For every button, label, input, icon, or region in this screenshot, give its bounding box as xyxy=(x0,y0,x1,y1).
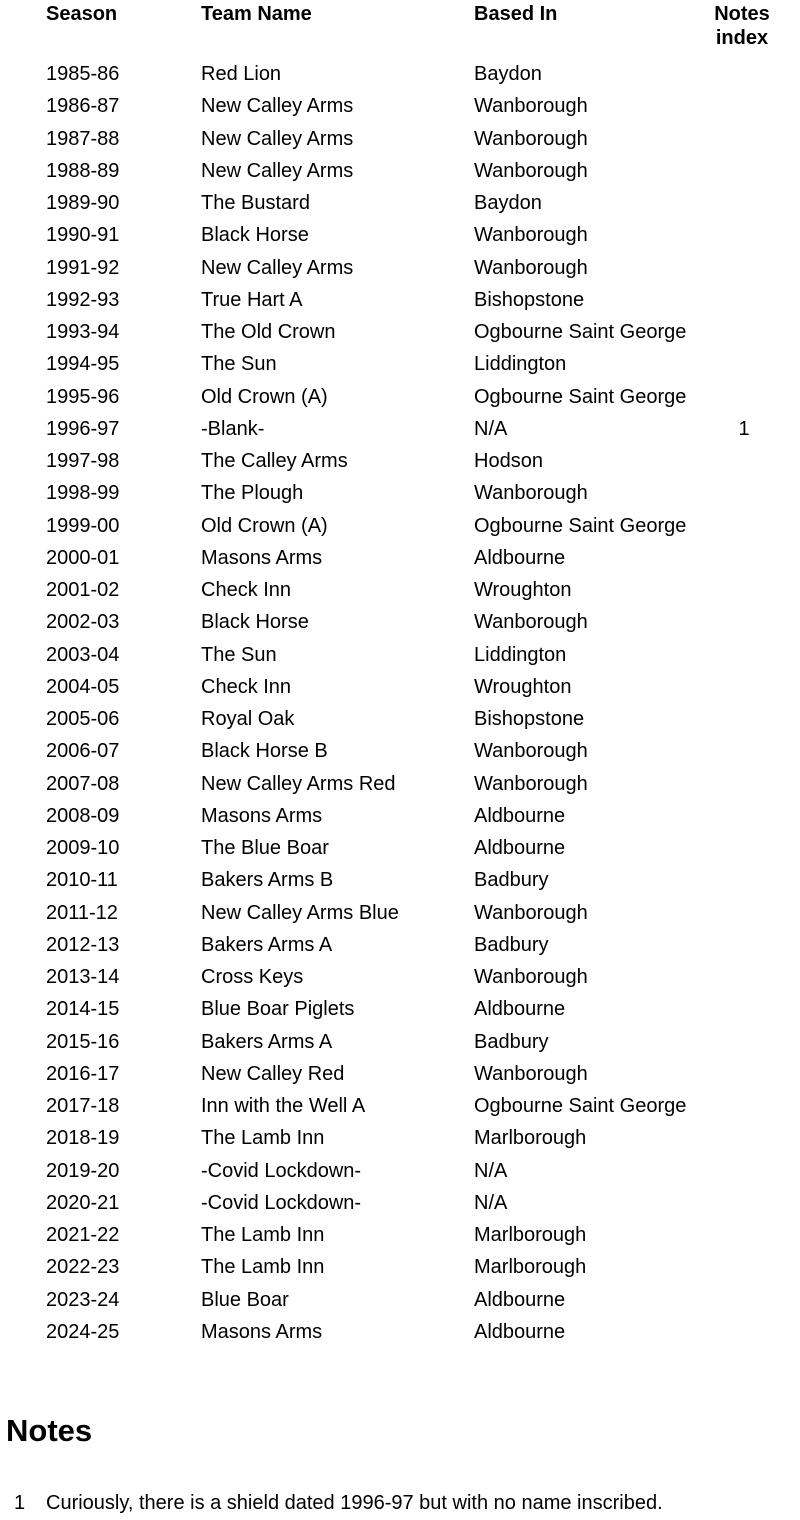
cell-team-name: New Calley Arms Red xyxy=(201,772,396,795)
cell-based-in: Wanborough xyxy=(474,611,588,634)
cell-team-name: The Sun xyxy=(201,643,277,666)
table-row xyxy=(46,348,786,380)
cell-team-name: Black Horse xyxy=(201,224,309,247)
cell-team-name: New Calley Red xyxy=(201,1062,345,1085)
cell-season: 2011-12 xyxy=(46,901,118,924)
cell-team-name: Royal Oak xyxy=(201,708,295,731)
cell-based-in: Liddington xyxy=(474,643,567,666)
winners-table xyxy=(46,2,786,1348)
table-row xyxy=(46,671,786,703)
table-row xyxy=(46,961,786,993)
cell-team-name: The Bustard xyxy=(201,192,310,215)
table-row xyxy=(46,123,786,155)
table-row xyxy=(46,897,786,929)
cell-based-in: Ogbourne Saint George xyxy=(474,321,687,344)
cell-based-in: Bishopstone xyxy=(474,708,585,731)
cell-based-in: Wanborough xyxy=(474,740,588,763)
table-row xyxy=(46,1155,786,1187)
cell-team-name: New Calley Arms xyxy=(201,127,354,150)
cell-season: 2013-14 xyxy=(46,966,120,989)
cell-season: 1998-99 xyxy=(46,482,120,505)
cell-season: 1988-89 xyxy=(46,159,120,182)
cell-based-in: Ogbourne Saint George xyxy=(474,1095,687,1118)
cell-based-in: Baydon xyxy=(474,192,542,215)
cell-team-name: Black Horse xyxy=(201,611,309,634)
cell-season: 2024-25 xyxy=(46,1320,120,1343)
table-row xyxy=(46,1122,786,1154)
cell-based-in: Bishopstone xyxy=(474,288,585,311)
cell-season: 2005-06 xyxy=(46,708,120,731)
table-row xyxy=(46,574,786,606)
cell-team-name: The Sun xyxy=(201,353,277,376)
cell-based-in: Wanborough xyxy=(474,482,588,505)
cell-team-name: New Calley Arms xyxy=(201,95,354,118)
cell-season: 2019-20 xyxy=(46,1159,120,1182)
cell-season: 2006-07 xyxy=(46,740,120,763)
cell-based-in: Wroughton xyxy=(474,579,572,602)
cell-based-in: Marlborough xyxy=(474,1127,587,1150)
cell-based-in: Marlborough xyxy=(474,1256,587,1279)
cell-season: 2003-04 xyxy=(46,643,120,666)
cell-season: 1987-88 xyxy=(46,127,120,150)
cell-season: 1996-97 xyxy=(46,417,120,440)
cell-season: 1986-87 xyxy=(46,95,120,118)
cell-season: 2017-18 xyxy=(46,1095,120,1118)
header-season: Season xyxy=(46,3,118,25)
cell-based-in: Aldbourne xyxy=(474,1288,566,1311)
cell-season: 2009-10 xyxy=(46,837,120,860)
cell-season: 2022-23 xyxy=(46,1256,120,1279)
cell-team-name: The Old Crown xyxy=(201,321,336,344)
table-row xyxy=(46,735,786,767)
table-row xyxy=(46,800,786,832)
table-row xyxy=(46,1316,786,1348)
cell-based-in: Aldbourne xyxy=(474,1320,566,1343)
cell-based-in: Wanborough xyxy=(474,224,588,247)
table-row xyxy=(46,993,786,1025)
table-body xyxy=(46,58,786,1348)
cell-based-in: Badbury xyxy=(474,869,549,892)
cell-team-name: Bakers Arms A xyxy=(201,933,333,956)
cell-season: 2014-15 xyxy=(46,998,120,1021)
table-row xyxy=(46,187,786,219)
cell-season: 2001-02 xyxy=(46,579,120,602)
cell-based-in: Aldbourne xyxy=(474,837,566,860)
note-item xyxy=(14,1491,794,1515)
cell-team-name: -Covid Lockdown- xyxy=(201,1191,362,1214)
cell-team-name: Cross Keys xyxy=(201,966,304,989)
cell-team-name: New Calley Arms xyxy=(201,159,354,182)
cell-team-name: Masons Arms xyxy=(201,804,323,827)
table-row xyxy=(46,58,786,90)
table-row xyxy=(46,155,786,187)
table-row xyxy=(46,219,786,251)
table-row xyxy=(46,542,786,574)
cell-team-name: -Covid Lockdown- xyxy=(201,1159,362,1182)
cell-season: 2010-11 xyxy=(46,869,118,892)
cell-team-name: Old Crown (A) xyxy=(201,514,328,537)
cell-season: 2008-09 xyxy=(46,804,120,827)
cell-season: 1993-94 xyxy=(46,321,120,344)
cell-season: 2016-17 xyxy=(46,1062,120,1085)
cell-based-in: Aldbourne xyxy=(474,804,566,827)
cell-based-in: Wanborough xyxy=(474,159,588,182)
table-row xyxy=(46,1284,786,1316)
cell-team-name: Bakers Arms A xyxy=(201,1030,333,1053)
cell-team-name: Check Inn xyxy=(201,579,292,602)
cell-based-in: Liddington xyxy=(474,353,567,376)
cell-team-name: Old Crown (A) xyxy=(201,385,328,408)
cell-team-name: Blue Boar Piglets xyxy=(201,998,355,1021)
cell-team-name: Blue Boar xyxy=(201,1288,289,1311)
table-row xyxy=(46,316,786,348)
table-row xyxy=(46,445,786,477)
table-row xyxy=(46,1251,786,1283)
table-header-row xyxy=(46,2,786,58)
cell-team-name: The Lamb Inn xyxy=(201,1256,325,1279)
cell-season: 2021-22 xyxy=(46,1224,120,1247)
cell-season: 2018-19 xyxy=(46,1127,120,1150)
header-notes-line1: Notes xyxy=(714,3,770,25)
header-team-name: Team Name xyxy=(201,3,312,25)
cell-based-in: N/A xyxy=(474,1191,508,1214)
cell-team-name: -Blank- xyxy=(201,417,265,440)
cell-team-name: Black Horse B xyxy=(201,740,328,763)
cell-season: 2000-01 xyxy=(46,546,120,569)
table-row xyxy=(46,1058,786,1090)
cell-season: 1990-91 xyxy=(46,224,120,247)
cell-team-name: Bakers Arms B xyxy=(201,869,334,892)
cell-season: 2007-08 xyxy=(46,772,120,795)
table-row xyxy=(46,768,786,800)
cell-based-in: N/A xyxy=(474,417,508,440)
table-row xyxy=(46,1090,786,1122)
cell-based-in: N/A xyxy=(474,1159,508,1182)
cell-team-name: Masons Arms xyxy=(201,1320,323,1343)
header-notes-line2: index xyxy=(715,27,769,49)
header-based-in: Based In xyxy=(474,3,558,25)
cell-team-name: New Calley Arms Blue xyxy=(201,901,399,924)
table-row xyxy=(46,703,786,735)
cell-season: 2015-16 xyxy=(46,1030,120,1053)
cell-season: 2023-24 xyxy=(46,1288,120,1311)
cell-based-in: Badbury xyxy=(474,1030,549,1053)
table-row xyxy=(46,639,786,671)
table-row xyxy=(46,606,786,638)
header-notes-index xyxy=(704,2,780,50)
cell-team-name: The Plough xyxy=(201,482,304,505)
cell-season: 1995-96 xyxy=(46,385,120,408)
cell-team-name: True Hart A xyxy=(201,288,303,311)
table-row xyxy=(46,381,786,413)
table-row xyxy=(46,510,786,542)
table-row xyxy=(46,864,786,896)
cell-based-in: Wanborough xyxy=(474,95,588,118)
cell-based-in: Hodson xyxy=(474,450,543,473)
cell-based-in: Wanborough xyxy=(474,256,588,279)
cell-team-name: Inn with the Well A xyxy=(201,1095,366,1118)
cell-based-in: Wroughton xyxy=(474,675,572,698)
table-row xyxy=(46,832,786,864)
table-row xyxy=(46,1187,786,1219)
cell-team-name: Red Lion xyxy=(201,63,282,86)
cell-based-in: Baydon xyxy=(474,63,542,86)
cell-team-name: The Lamb Inn xyxy=(201,1224,325,1247)
cell-team-name: Check Inn xyxy=(201,675,292,698)
cell-based-in: Aldbourne xyxy=(474,998,566,1021)
cell-season: 1999-00 xyxy=(46,514,120,537)
cell-notes-index: 1 xyxy=(738,417,750,440)
cell-based-in: Wanborough xyxy=(474,966,588,989)
cell-based-in: Ogbourne Saint George xyxy=(474,385,687,408)
table-row xyxy=(46,477,786,509)
cell-based-in: Wanborough xyxy=(474,1062,588,1085)
table-row xyxy=(46,284,786,316)
note-text: Curiously, there is a shield dated 1996-97 but with no name inscribed. xyxy=(46,1492,663,1514)
cell-season: 1991-92 xyxy=(46,256,120,279)
cell-based-in: Wanborough xyxy=(474,772,588,795)
cell-team-name: The Blue Boar xyxy=(201,837,329,860)
cell-based-in: Ogbourne Saint George xyxy=(474,514,687,537)
cell-team-name: The Lamb Inn xyxy=(201,1127,325,1150)
cell-season: 2002-03 xyxy=(46,611,120,634)
cell-season: 2004-05 xyxy=(46,675,120,698)
cell-based-in: Aldbourne xyxy=(474,546,566,569)
cell-team-name: The Calley Arms xyxy=(201,450,348,473)
table-row xyxy=(46,1026,786,1058)
table-row xyxy=(46,929,786,961)
cell-team-name: Masons Arms xyxy=(201,546,323,569)
note-index: 1 xyxy=(14,1492,26,1514)
cell-season: 1997-98 xyxy=(46,450,120,473)
cell-season: 2020-21 xyxy=(46,1191,120,1214)
cell-based-in: Wanborough xyxy=(474,901,588,924)
table-row xyxy=(46,1219,786,1251)
table-row xyxy=(46,90,786,122)
cell-season: 1994-95 xyxy=(46,353,120,376)
cell-season: 2012-13 xyxy=(46,933,120,956)
cell-team-name: New Calley Arms xyxy=(201,256,354,279)
cell-based-in: Badbury xyxy=(474,933,549,956)
table-row xyxy=(46,413,786,445)
notes-heading: Notes xyxy=(6,1413,93,1448)
cell-season: 1985-86 xyxy=(46,63,120,86)
cell-based-in: Wanborough xyxy=(474,127,588,150)
cell-based-in: Marlborough xyxy=(474,1224,587,1247)
cell-season: 1992-93 xyxy=(46,288,120,311)
cell-season: 1989-90 xyxy=(46,192,120,215)
table-row xyxy=(46,252,786,284)
